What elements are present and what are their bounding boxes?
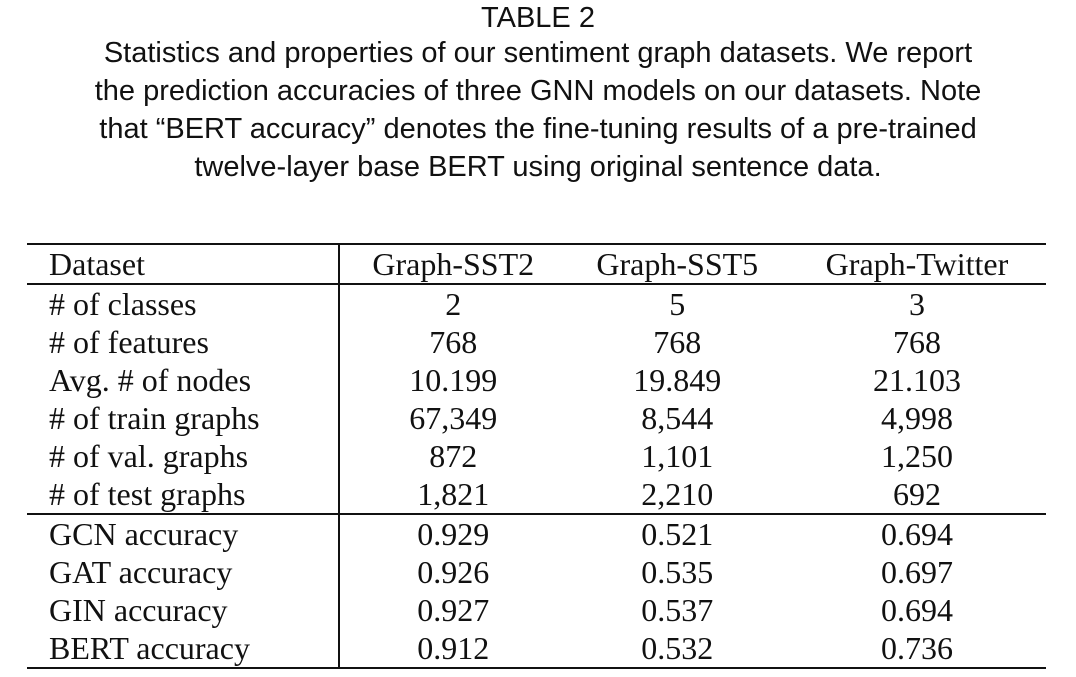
cell-graph-sst2: 768 (429, 324, 478, 360)
header-graph-sst2: Graph-SST2 (339, 244, 567, 284)
cell-graph-sst5: 0.535 (641, 554, 714, 590)
cell-graph-twitter: 4,998 (880, 400, 953, 436)
cell-graph-twitter: 0.736 (788, 629, 1046, 668)
cell-graph-sst5: 768 (653, 324, 702, 360)
table-row (27, 437, 1046, 475)
table-row (27, 284, 1046, 323)
caption-line: Statistics and properties of our sentiment graph datasets. We report (103, 37, 973, 69)
cell-graph-sst5: 0.521 (567, 514, 788, 553)
cell-graph-twitter: 0.694 (788, 514, 1046, 553)
table-row (27, 591, 1046, 629)
cell-graph-sst5: 0.532 (567, 629, 788, 668)
cell-graph-sst5: 19.849 (633, 362, 722, 398)
caption-text (18, 34, 1058, 186)
table-header-row (27, 244, 1046, 284)
cell-graph-sst2: 0.927 (417, 592, 490, 628)
cell-graph-sst5: 1,101 (641, 438, 714, 474)
header-graph-twitter: Graph-Twitter (788, 244, 1046, 284)
table-row (27, 629, 1046, 668)
cell-graph-twitter: 3 (908, 286, 925, 322)
table-row (27, 514, 1046, 553)
cell-graph-sst2: 67,349 (409, 400, 498, 436)
table-row (27, 323, 1046, 361)
table-caption (0, 2, 1076, 186)
statistics-table (27, 243, 1046, 669)
row-label: GIN accuracy (27, 591, 339, 629)
cell-graph-twitter: 0.697 (880, 554, 953, 590)
cell-graph-sst5: 8,544 (641, 400, 714, 436)
cell-graph-sst2: 872 (429, 438, 478, 474)
cell-graph-twitter: 21.103 (872, 362, 961, 398)
cell-graph-sst5: 2,210 (641, 476, 714, 512)
caption-line: that “BERT accuracy” denotes the fine-tuning results of a pre-trained (99, 113, 977, 145)
row-label: Avg. # of nodes (27, 361, 339, 399)
row-label: # of test graphs (27, 475, 339, 514)
cell-graph-twitter: 0.694 (880, 592, 953, 628)
row-label: # of train graphs (27, 399, 339, 437)
caption-line: twelve-layer base BERT using original sentence data. (194, 151, 882, 183)
cell-graph-sst5: 5 (669, 286, 686, 322)
cell-graph-sst2: 0.912 (339, 629, 567, 668)
row-label: # of classes (27, 284, 339, 323)
cell-graph-sst5: 0.537 (641, 592, 714, 628)
table-row (27, 361, 1046, 399)
cell-graph-sst2: 0.926 (417, 554, 490, 590)
cell-graph-sst2: 10.199 (409, 362, 498, 398)
row-label: # of val. graphs (27, 437, 339, 475)
row-label: GCN accuracy (27, 514, 339, 553)
cell-graph-sst2: 1,821 (417, 476, 490, 512)
cell-graph-twitter: 1,250 (880, 438, 953, 474)
table-row (27, 553, 1046, 591)
table-row (27, 399, 1046, 437)
cell-graph-sst2: 2 (445, 286, 462, 322)
row-label: BERT accuracy (27, 629, 339, 668)
row-label: # of features (27, 323, 339, 361)
row-label: GAT accuracy (27, 553, 339, 591)
cell-graph-twitter: 692 (892, 476, 941, 512)
cell-graph-twitter: 768 (892, 324, 941, 360)
table-label: TABLE 2 (481, 2, 595, 34)
table-row (27, 475, 1046, 514)
caption-line: the prediction accuracies of three GNN models on our datasets. Note (94, 75, 982, 107)
header-graph-sst5: Graph-SST5 (567, 244, 788, 284)
cell-graph-sst2: 0.929 (339, 514, 567, 553)
header-dataset: Dataset (27, 244, 339, 284)
